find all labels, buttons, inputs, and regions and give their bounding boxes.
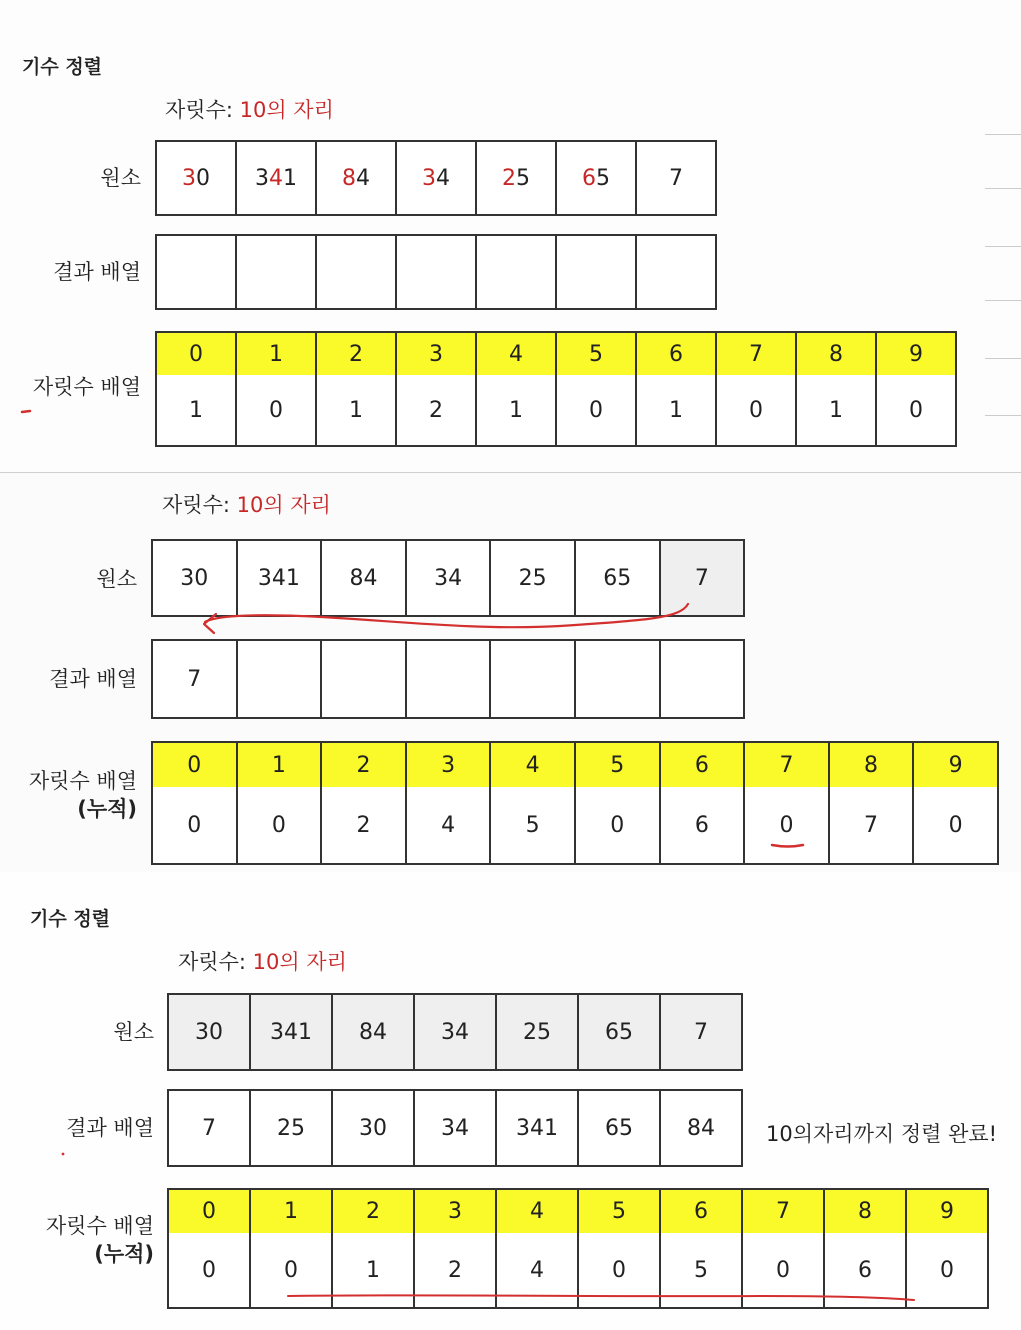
- count-header-cell: 1: [238, 743, 323, 787]
- highlighted-digit: 8: [342, 165, 356, 191]
- result-cell: [557, 236, 637, 308]
- count-label: [46, 1212, 154, 1269]
- completion-note: 10의자리까지 정렬 완료!: [766, 1122, 998, 1146]
- count-value-cell: 6: [661, 787, 746, 863]
- source-cell: [477, 142, 557, 214]
- source-cell: 25: [491, 541, 576, 615]
- result-cell: 34: [415, 1091, 497, 1165]
- digit: 0: [196, 165, 210, 191]
- count-value-cell: 5: [491, 787, 576, 863]
- result-cell: 7: [169, 1091, 251, 1165]
- digit: 3: [255, 165, 269, 191]
- source-cell: [637, 142, 717, 214]
- count-value-cell: 1: [333, 1233, 415, 1307]
- source-array: [155, 140, 717, 216]
- source-cell: 7: [661, 541, 746, 615]
- count-header-cell: 2: [317, 333, 397, 375]
- count-header-cell: 3: [407, 743, 492, 787]
- count-header-cell: 1: [251, 1190, 333, 1233]
- result-cell: [157, 236, 237, 308]
- count-header-cell: 8: [825, 1190, 907, 1233]
- panel-3: [0, 872, 1021, 1330]
- result-array: [167, 1089, 743, 1167]
- count-label-sub: (누적): [77, 797, 137, 822]
- result-cell: 341: [497, 1091, 579, 1165]
- source-cell: 84: [322, 541, 407, 615]
- source-cell: [317, 142, 397, 214]
- count-value-cell: 0: [576, 787, 661, 863]
- count-value-cell: 0: [238, 787, 323, 863]
- result-cell: 7: [153, 641, 238, 717]
- source-cell: [237, 142, 317, 214]
- result-array: [151, 639, 745, 719]
- source-cell: [157, 142, 237, 214]
- result-cell: [407, 641, 492, 717]
- source-cell: 84: [333, 995, 415, 1069]
- source-cell: 30: [169, 995, 251, 1069]
- count-header-cell: 7: [743, 1190, 825, 1233]
- count-value-cell: 0: [914, 787, 999, 863]
- result-cell: 84: [661, 1091, 743, 1165]
- highlighted-digit: 3: [422, 165, 436, 191]
- source-cell: [557, 142, 637, 214]
- highlighted-digit: 2: [502, 165, 516, 191]
- count-value-row: [167, 1233, 989, 1309]
- count-header-cell: 5: [576, 743, 661, 787]
- result-cell: [491, 641, 576, 717]
- count-value-cell: 1: [797, 375, 877, 445]
- digit-prefix: 자릿수:: [178, 950, 253, 974]
- count-header-cell: 6: [661, 743, 746, 787]
- count-header-row: [151, 741, 999, 789]
- result-cell: 25: [251, 1091, 333, 1165]
- count-value-cell: 0: [907, 1233, 989, 1307]
- count-header-cell: 1: [237, 333, 317, 375]
- count-value-cell: 1: [477, 375, 557, 445]
- count-value-cell: 0: [717, 375, 797, 445]
- result-cell: 65: [579, 1091, 661, 1165]
- count-header-cell: 7: [717, 333, 797, 375]
- digit: 1: [283, 165, 297, 191]
- count-value-cell: 6: [825, 1233, 907, 1307]
- count-value-cell: 2: [415, 1233, 497, 1307]
- count-header-cell: 0: [153, 743, 238, 787]
- count-header-cell: 8: [830, 743, 915, 787]
- count-value-cell: 0: [743, 1233, 825, 1307]
- count-header-cell: 4: [491, 743, 576, 787]
- result-cell: [317, 236, 397, 308]
- count-header-cell: 4: [477, 333, 557, 375]
- count-label-main: 자릿수 배열: [28, 769, 137, 793]
- result-label: 결과 배열: [53, 260, 141, 284]
- count-value-cell: 0: [251, 1233, 333, 1307]
- count-value-cell: 5: [661, 1233, 743, 1307]
- digit-prefix: 자릿수:: [162, 493, 237, 517]
- result-cell: [661, 641, 746, 717]
- count-header-cell: 9: [877, 333, 957, 375]
- result-cell: [576, 641, 661, 717]
- source-cell: 65: [579, 995, 661, 1069]
- count-value-cell: 0: [745, 787, 830, 863]
- count-value-row: [155, 375, 957, 447]
- panel-2-digit-label: [162, 489, 331, 519]
- count-value-cell: 0: [877, 375, 957, 445]
- count-header-cell: 2: [333, 1190, 415, 1233]
- source-cell: 7: [661, 995, 743, 1069]
- edge-mark: [985, 358, 1021, 359]
- panel-1-heading: 기수 정렬: [22, 56, 103, 78]
- count-header-cell: 4: [497, 1190, 579, 1233]
- result-cell: 30: [333, 1091, 415, 1165]
- count-header-cell: 5: [557, 333, 637, 375]
- count-value-cell: 0: [579, 1233, 661, 1307]
- count-value-cell: 0: [153, 787, 238, 863]
- count-header-cell: 7: [745, 743, 830, 787]
- count-label-main: 자릿수 배열: [45, 1214, 154, 1238]
- count-value-cell: 4: [407, 787, 492, 863]
- source-label: 원소: [100, 166, 141, 190]
- count-label-sub: (누적): [94, 1242, 154, 1267]
- result-cell: [237, 236, 317, 308]
- highlighted-digit: 3: [182, 165, 196, 191]
- digit: 7: [669, 165, 683, 191]
- digit-value: 10의 자리: [239, 98, 334, 122]
- source-array: [167, 993, 743, 1071]
- source-cell: 341: [238, 541, 323, 615]
- count-header-cell: 9: [907, 1190, 989, 1233]
- source-cell: 25: [497, 995, 579, 1069]
- edge-mark: [985, 134, 1021, 135]
- edge-mark: [985, 415, 1021, 416]
- count-value-cell: 0: [237, 375, 317, 445]
- source-label: 원소: [113, 1020, 154, 1044]
- source-cell: 30: [153, 541, 238, 615]
- digit-value: 10의 자리: [236, 493, 331, 517]
- count-value-cell: 1: [637, 375, 717, 445]
- digit: 5: [516, 165, 530, 191]
- count-value-cell: 1: [157, 375, 237, 445]
- edge-mark: [985, 188, 1021, 189]
- count-header-cell: 6: [637, 333, 717, 375]
- count-value-cell: 0: [557, 375, 637, 445]
- count-value-cell: 0: [169, 1233, 251, 1307]
- count-header-cell: 2: [322, 743, 407, 787]
- source-cell: 65: [576, 541, 661, 615]
- result-cell: [477, 236, 557, 308]
- count-value-cell: 2: [397, 375, 477, 445]
- count-label: 자릿수 배열: [32, 375, 141, 399]
- source-cell: 34: [415, 995, 497, 1069]
- count-header-cell: 0: [169, 1190, 251, 1233]
- count-value-cell: 1: [317, 375, 397, 445]
- count-header-row: [167, 1188, 989, 1235]
- digit: 4: [436, 165, 450, 191]
- digit-value: 10의 자리: [252, 950, 347, 974]
- panel-1: [0, 0, 1021, 472]
- digit: 5: [596, 165, 610, 191]
- count-header-cell: 3: [415, 1190, 497, 1233]
- count-header-cell: 5: [579, 1190, 661, 1233]
- edge-mark: [985, 300, 1021, 301]
- result-cell: [397, 236, 477, 308]
- result-cell: [637, 236, 717, 308]
- count-label: [29, 767, 137, 824]
- count-value-cell: 7: [830, 787, 915, 863]
- result-cell: [238, 641, 323, 717]
- panel-2: [0, 472, 1021, 873]
- source-label: 원소: [96, 567, 137, 591]
- source-cell: 34: [407, 541, 492, 615]
- result-label: 결과 배열: [49, 667, 137, 691]
- source-array: [151, 539, 745, 617]
- highlighted-digit: 6: [582, 165, 596, 191]
- count-value-cell: 2: [322, 787, 407, 863]
- digit: 4: [356, 165, 370, 191]
- result-array: [155, 234, 717, 310]
- count-header-cell: 8: [797, 333, 877, 375]
- panel-1-digit-label: [165, 94, 334, 124]
- panel-3-heading: 기수 정렬: [30, 908, 111, 930]
- digit-prefix: 자릿수:: [165, 98, 240, 122]
- count-header-cell: 9: [914, 743, 999, 787]
- edge-mark: [985, 246, 1021, 247]
- count-header-row: [155, 331, 957, 377]
- panel-3-digit-label: [178, 946, 347, 976]
- result-label: 결과 배열: [66, 1116, 154, 1140]
- count-value-cell: 4: [497, 1233, 579, 1307]
- count-value-row: [151, 787, 999, 865]
- result-cell: [322, 641, 407, 717]
- count-header-cell: 6: [661, 1190, 743, 1233]
- count-header-cell: 0: [157, 333, 237, 375]
- highlighted-digit: 4: [269, 165, 283, 191]
- count-header-cell: 3: [397, 333, 477, 375]
- source-cell: [397, 142, 477, 214]
- source-cell: 341: [251, 995, 333, 1069]
